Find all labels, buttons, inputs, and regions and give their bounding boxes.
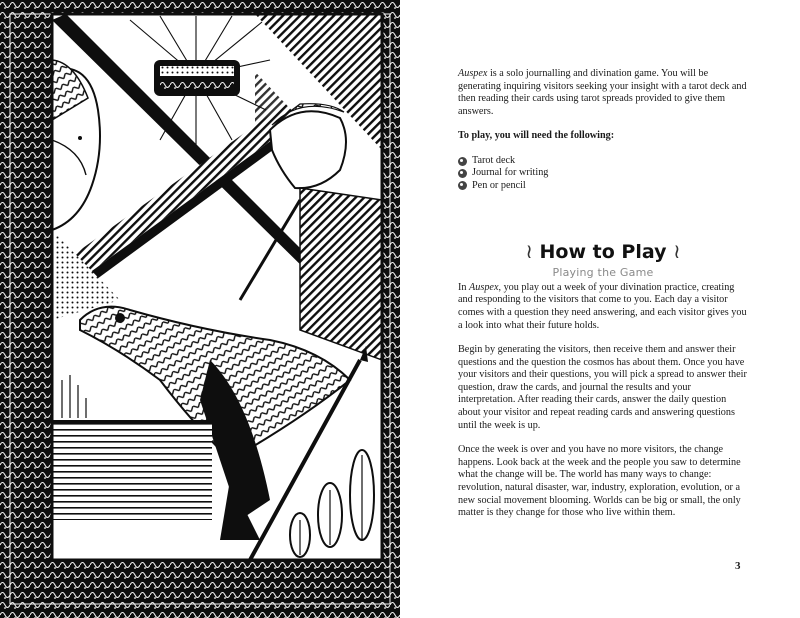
game-title-italic: Auspex [469,281,499,293]
page-number: 3 [735,560,741,572]
requirements-list [458,155,748,192]
list-item [458,167,748,179]
body-paragraph-1 [458,282,748,332]
globe-icon [458,157,467,166]
globe-icon [458,169,467,178]
swash-ornament-right: ≀ [673,239,681,264]
list-item [458,180,748,192]
body-text: , you play out a week of your divination practice, creating and responding to the visitors that come to you. Each day a visitor comes with a question they need answering, and each visitor gives you a look into what their future holds. [458,281,747,331]
list-item-label: Tarot deck [472,154,516,166]
globe-icon [458,181,467,190]
section-heading [458,240,748,263]
intro-text: is a solo journalling and divination game. You will be generating inquiring visitors seeking your insight with a tarot deck and then reading their cards using tarot spreads provided to give them answers. [458,68,747,117]
section-heading-text: How to Play [539,241,667,264]
list-item-label: Pen or pencil [472,179,526,191]
body-paragraph-2: Begin by generating the visitors, then receive them and answer their questions and the question the cosmos has about them. Once you have your visitors and their questions, you will pick a spread to answer their question, draw the cards, and journal the results and your interpretation. After reading their cards, answer the daily question about your visitor and repeat reading cards and answering questions until the week is up. [458,344,747,431]
list-item-label: Journal for writing [472,167,549,179]
body-paragraph-3: Once the week is over and you have no more visitors, the change happens. Look back at the week and the people you saw to determine what the change will be. The world has many ways to change: revolution, natural disaster, war, industry, exploration, evolution, or a new social movement blooming. Worlds can be big or small, the only matter is they change for those who live within them. [458,444,741,519]
section-subheading: Playing the Game [552,266,654,280]
list-item [458,155,748,167]
body-text: In [458,281,470,293]
rules-page [458,68,748,532]
intro-paragraph [458,68,748,118]
swash-ornament-left: ≀ [525,239,533,264]
game-title-italic: Auspex [458,68,488,79]
requirements-title: To play, you will need the following: [458,130,615,142]
